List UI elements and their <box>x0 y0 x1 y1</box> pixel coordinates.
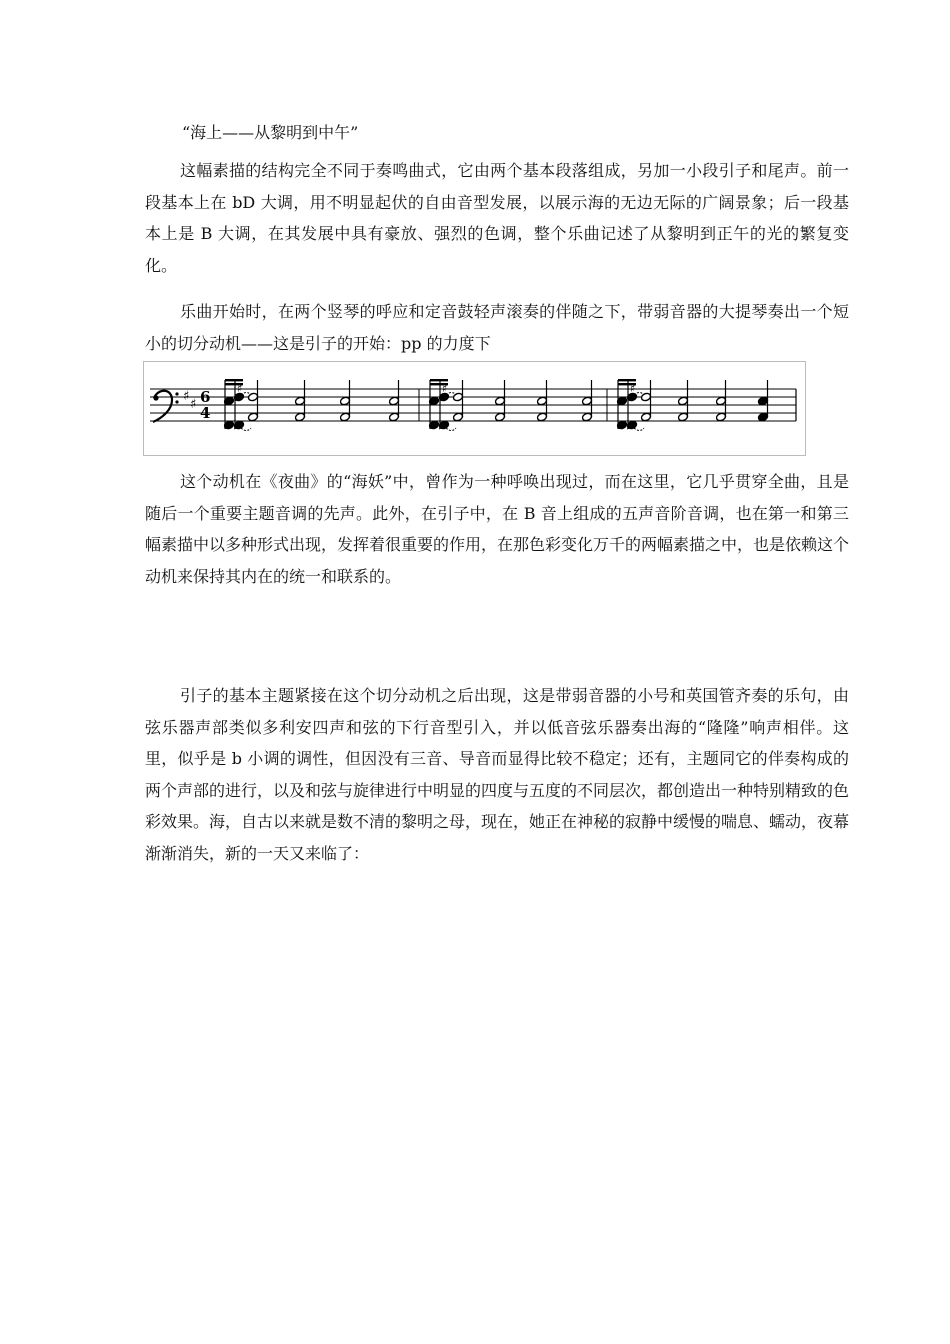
paragraph-opening: 乐曲开始时，在两个竖琴的呼应和定音鼓轻声滚奏的伴随之下，带弱音器的大提琴奏出一个短小的切分动机——这是引子的开始：pp 的力度下 <box>145 302 849 353</box>
note-head <box>453 412 464 422</box>
note-head <box>641 392 652 402</box>
note-head <box>340 412 351 422</box>
note-head <box>453 392 464 402</box>
note-head <box>295 396 306 406</box>
paragraph-structure: 这幅素描的结构完全不同于奏鸣曲式，它由两个基本段落组成，另加一小段引子和尾声。前一段基本上在 bD 大调，用不明显起伏的自由音型发展，以展示海的无边无际的广阔景象；后一段基本上是 B 大调，在其发展中具有豪放、强烈的色调，整个乐曲记述了从黎明到正午的光的繁复变化。 <box>145 161 849 275</box>
note-head <box>641 412 652 422</box>
note-head <box>389 412 400 422</box>
staff-lines <box>150 389 796 421</box>
svg-text:4: 4 <box>200 404 211 422</box>
sharp-accidental: ♯ <box>630 382 636 395</box>
sharp-accidental: ♯ <box>442 382 448 395</box>
note-head <box>758 396 769 406</box>
score-notation <box>144 362 807 457</box>
note-head <box>295 412 306 422</box>
note-head <box>340 396 351 406</box>
note-head <box>248 412 259 422</box>
music-score-excerpt <box>143 361 806 456</box>
sharp-accidental: ♯ <box>233 420 239 433</box>
bass-clef-icon <box>153 391 179 422</box>
note-head <box>678 396 689 406</box>
note-head <box>678 412 689 422</box>
note-head <box>248 392 259 402</box>
note-head <box>582 396 593 406</box>
note-head <box>716 412 727 422</box>
tie <box>446 428 456 431</box>
note-head <box>716 396 727 406</box>
section-title: “海上——从黎明到中午” <box>182 123 359 142</box>
tie <box>634 428 644 431</box>
paragraph-motive: 这个动机在《夜曲》的“海妖”中，曾作为一种呼唤出现过，而在这里，它几乎贯穿全曲，且是随后一个重要主题音调的先声。此外，在引子中，在 B 音上组成的五声音阶音调，也在第一和第三幅素描中以多种形式出现，发挥着很重要的作用，在那色彩变化万千的两幅素描之中，也是依赖这个动机来保持其内在的统一和联系的。 <box>145 472 850 586</box>
note-head <box>537 412 548 422</box>
note-head <box>389 396 400 406</box>
sharp-accidental: ♯ <box>438 420 444 433</box>
key-signature-sharps <box>183 389 196 412</box>
svg-text:♯: ♯ <box>190 397 197 412</box>
note-head <box>495 412 506 422</box>
score-measures <box>224 379 769 433</box>
svg-text:6: 6 <box>200 388 211 406</box>
tie <box>241 428 251 431</box>
svg-text:♯: ♯ <box>183 389 190 404</box>
note-head <box>758 412 769 422</box>
note-head <box>582 412 593 422</box>
time-signature <box>200 388 210 422</box>
sharp-accidental: ♯ <box>237 382 243 395</box>
note-head <box>537 396 548 406</box>
paragraph-main-theme: 引子的基本主题紧接在这个切分动机之后出现，这是带弱音器的小号和英国管齐奏的乐句，由弦乐器声部类似多利安四声和弦的下行音型引入，并以低音弦乐器奏出海的“隆隆”响声相伴。这里，似乎是 b 小调的调性，但因没有三音、导音而显得比较不稳定；还有，主题同它的伴奏构成的两个声部的进行，以及和弦与旋律进行中明显的四度与五度的不同层次，都创造出一种特别精致的色彩效果。海，自古以来就是数不清的黎明之母，现在，她正在神秘的寂静中缓慢的喘息、蠕动，夜幕渐渐消失，新的一天又来临了： <box>145 686 850 863</box>
note-head <box>495 396 506 406</box>
sharp-accidental: ♯ <box>626 420 632 433</box>
